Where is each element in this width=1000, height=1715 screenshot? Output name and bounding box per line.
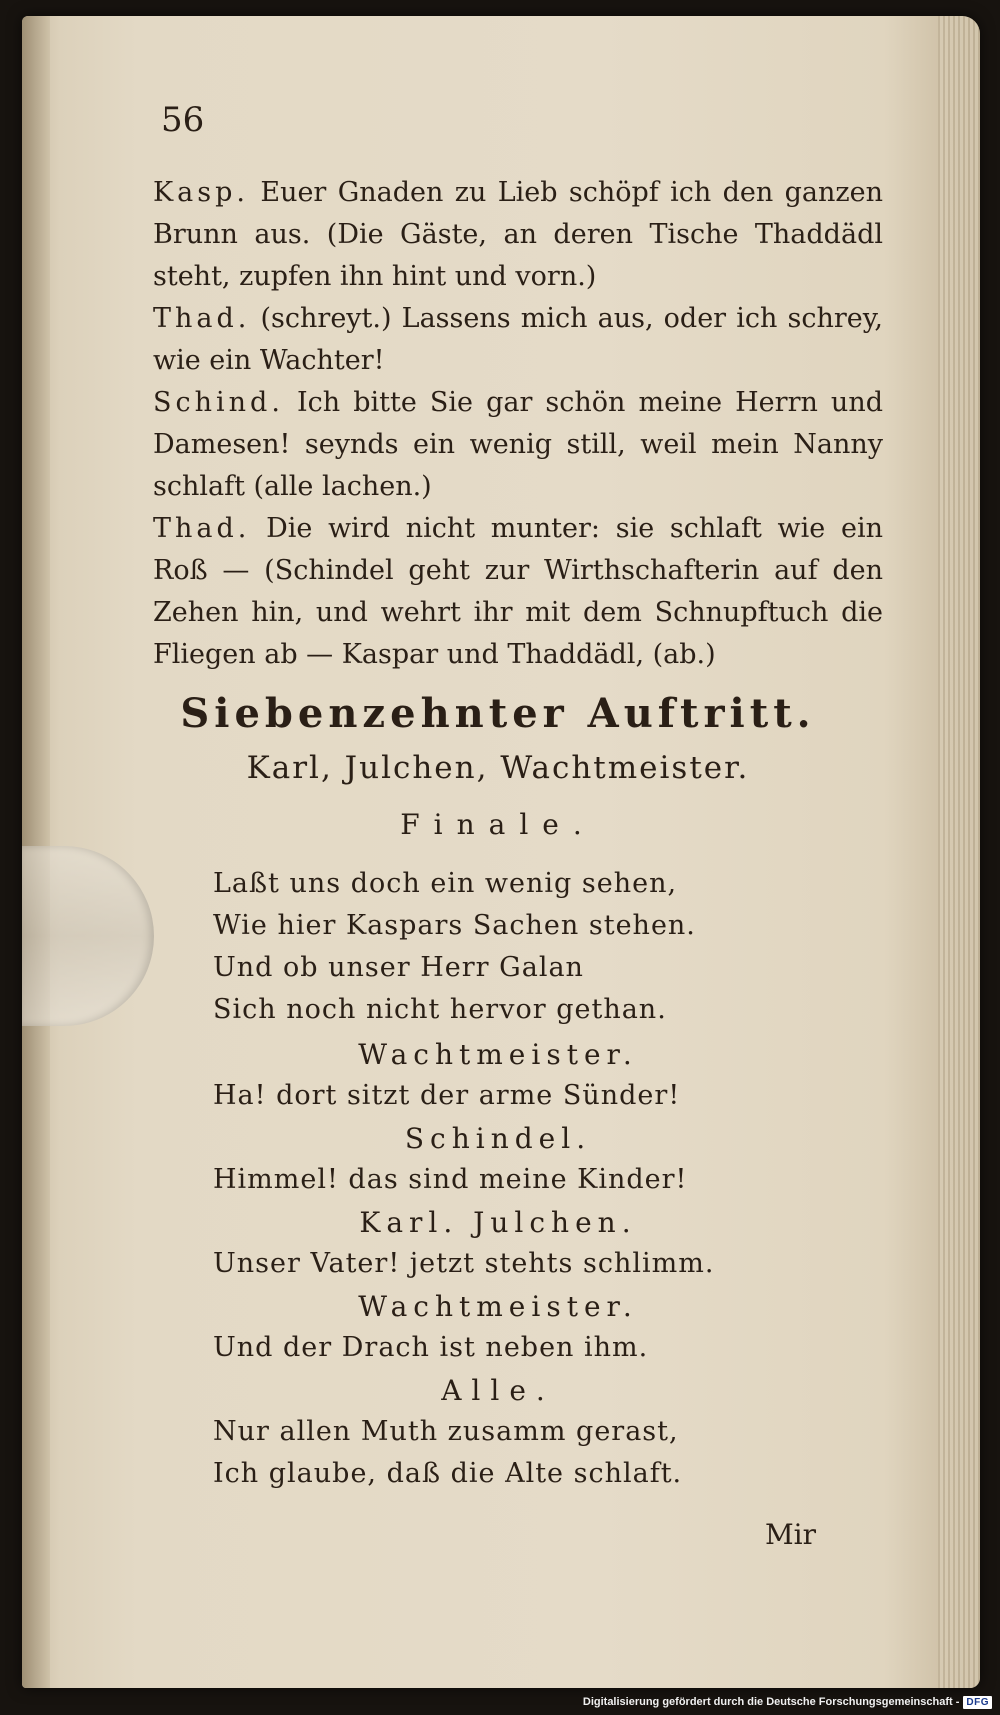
verse-line: Wie hier Kaspars Sachen stehen. — [213, 910, 696, 941]
digitization-footer — [583, 1693, 992, 1711]
paragraph-kasp — [153, 172, 883, 298]
page-clip — [22, 846, 154, 1026]
verse-line: Sich noch nicht hervor gethan. — [213, 994, 667, 1025]
paragraph-text: Ich bitte Sie gar schön meine Herrn und Damesen! seynds ein wenig still, weil mein Nanny schlaft (alle lachen.) — [153, 387, 883, 502]
finale-heading: Finale. — [400, 808, 596, 841]
dfg-logo: DFG — [963, 1696, 992, 1709]
footer-text: Digitalisierung gefördert durch die Deutsche Forschungsgemeinschaft - — [582, 1696, 960, 1708]
paragraph-thad-1 — [153, 298, 883, 382]
verse-line: Unser Vater! jetzt stehts schlimm. — [213, 1248, 715, 1279]
scene-title: Siebenzehnter Auftritt. — [180, 690, 816, 737]
speaker-heading: Karl. Julchen. — [359, 1206, 637, 1239]
speaker: Schind. — [153, 387, 284, 418]
speaker: Thad. — [153, 303, 251, 334]
paragraph-thad-2 — [153, 508, 883, 676]
paragraph-text: (schreyt.) Lassens mich aus, oder ich schrey, wie ein Wachter! — [153, 303, 883, 376]
verse-line: Himmel! das sind meine Kinder! — [213, 1164, 688, 1195]
paragraph-schind — [153, 382, 883, 508]
speaker-heading: Wachtmeister. — [358, 1290, 638, 1323]
speaker-heading: Schindel. — [404, 1122, 592, 1155]
verse-line: Nur allen Muth zusamm gerast, — [213, 1416, 679, 1447]
speaker-heading: Wachtmeister. — [358, 1038, 638, 1071]
catchword: Mir — [765, 1518, 817, 1551]
page-edge — [938, 16, 980, 1688]
verse-line: Ha! dort sitzt der arme Sünder! — [213, 1080, 681, 1111]
verse-line: Laßt uns doch ein wenig sehen, — [213, 868, 678, 899]
page-number: 56 — [161, 100, 205, 140]
verse-line: Ich glaube, daß die Alte schlaft. — [213, 1458, 683, 1489]
speaker: Kasp. — [153, 177, 249, 208]
verse-line: Und der Drach ist neben ihm. — [213, 1332, 649, 1363]
speaker-heading: Alle. — [441, 1374, 555, 1407]
speaker: Thad. — [153, 513, 251, 544]
paragraph-text: Die wird nicht munter: sie schlaft wie ein Roß — (Schindel geht zur Wirthschafterin auf den Zehen hin, und wehrt ihr mit dem Schnupftuch die Fliegen ab — Kaspar und Thaddädl, (ab.) — [153, 513, 883, 670]
character-list: Karl, Julchen, Wachtmeister. — [246, 750, 750, 786]
verse-line: Und ob unser Herr Galan — [213, 952, 584, 983]
paragraph-text: Euer Gnaden zu Lieb schöpf ich den ganzen Brunn aus. (Die Gäste, an deren Tische Thaddädl steht, zupfen ihn hint und vorn.) — [153, 177, 883, 292]
